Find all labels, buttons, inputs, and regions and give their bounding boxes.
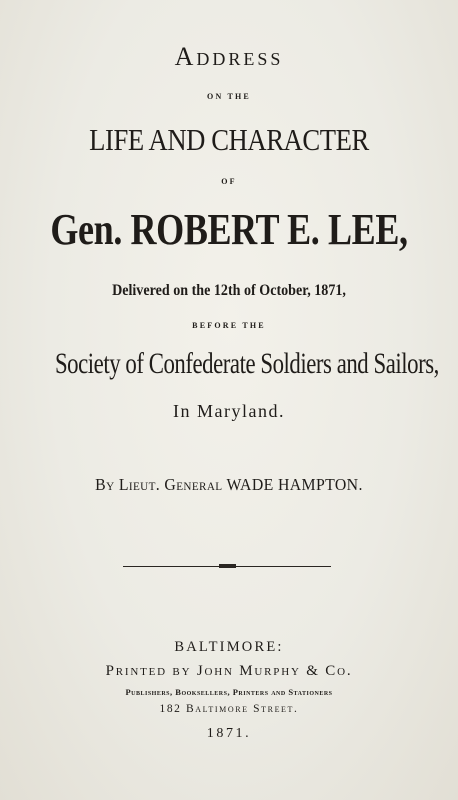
author-line: By Lieut. General WADE HAMPTON. xyxy=(95,475,363,494)
imprint-street: 182 Baltimore Street. xyxy=(159,703,299,715)
imprint-city: BALTIMORE: xyxy=(174,639,284,655)
ornamental-rule-center xyxy=(219,564,236,568)
imprint-printer: Printed by John Murphy & Co. xyxy=(105,663,353,679)
before-the-text: BEFORE THE xyxy=(192,321,266,330)
location-text: In Maryland. xyxy=(173,401,285,421)
life-and-character-heading: LIFE AND CHARACTER xyxy=(89,122,369,157)
address-heading: Address xyxy=(174,42,284,71)
subject-name: Gen. ROBERT E. LEE, xyxy=(50,205,408,254)
imprint-trade: Publishers, Booksellers, Printers and Stationers xyxy=(125,687,333,697)
delivery-date: Delivered on the 12th of October, 1871, xyxy=(112,282,346,299)
of-text: OF xyxy=(221,177,237,186)
imprint-year: 1871. xyxy=(206,726,252,741)
society-name: Society of Confederate Soldiers and Sailors, xyxy=(54,347,439,380)
on-the-text: ON THE xyxy=(207,92,251,101)
